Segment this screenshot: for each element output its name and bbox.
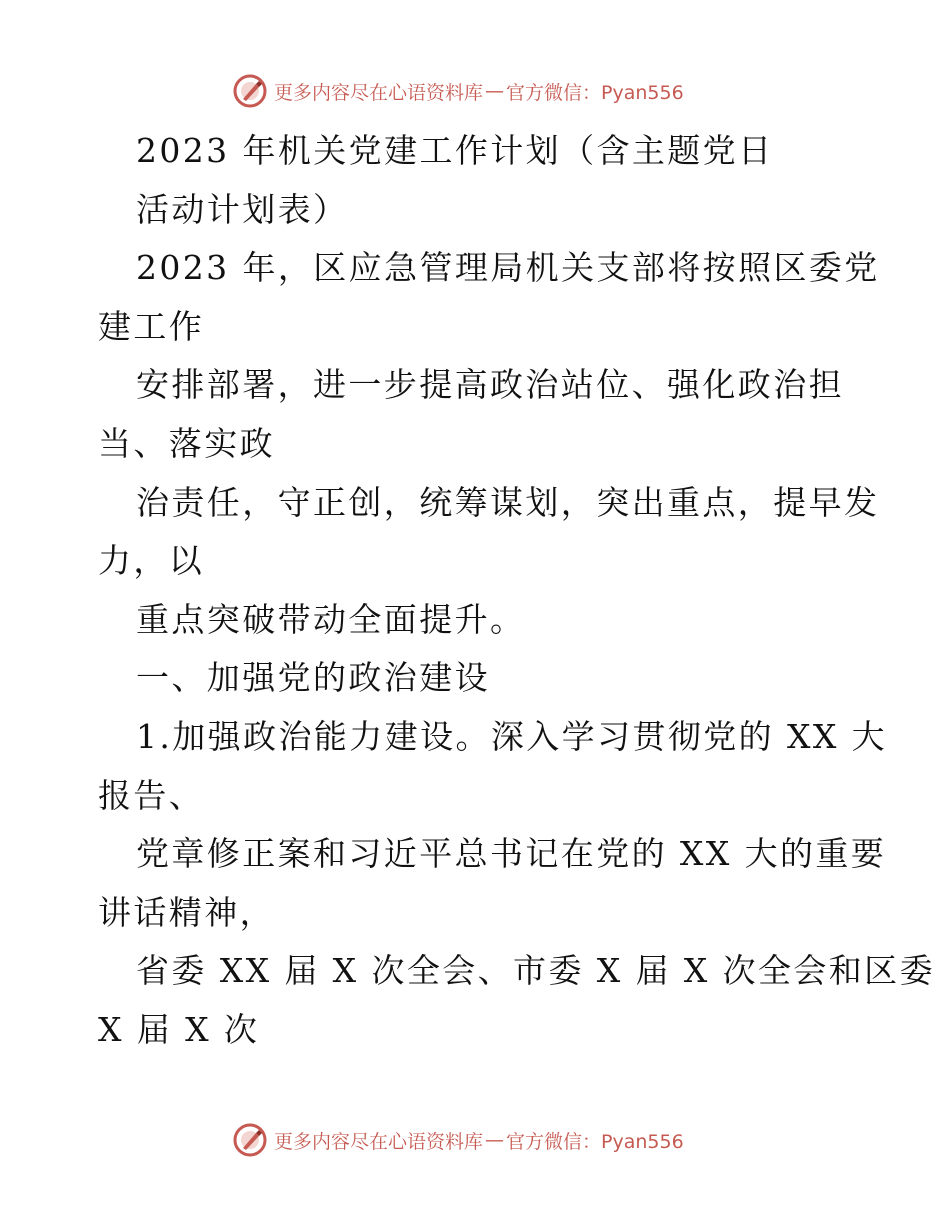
- pen-logo-icon: [232, 1122, 268, 1158]
- paragraph-line: 治责任，守正创，统筹谋划，突出重点，提早发: [136, 482, 880, 522]
- paragraph-line: 讲话精神，: [98, 892, 275, 932]
- paragraph-line: 当、落实政: [98, 423, 275, 463]
- watermark-text: 更多内容尽在心语资料库: [274, 1130, 484, 1153]
- paragraph-line: 力，以: [98, 541, 205, 581]
- paragraph-line: 2023 年，区应急管理局机关支部将按照区委党: [136, 248, 880, 288]
- watermark-wechat: 官方微信：Pyan556: [506, 1130, 684, 1153]
- paragraph-line: 安排部署，进一步提高政治站位、强化政治担: [136, 365, 844, 405]
- paragraph-line: X 届 X 次: [98, 1009, 260, 1049]
- watermark-footer: [232, 1120, 684, 1160]
- watermark-header: [232, 71, 684, 111]
- paragraph-line: 党章修正案和习近平总书记在党的 XX 大的重要: [136, 834, 887, 874]
- paragraph-line: 建工作: [98, 306, 205, 346]
- watermark-text: 更多内容尽在心语资料库: [274, 81, 484, 104]
- section-heading: 一、加强党的政治建设: [136, 658, 490, 698]
- title-line-2: 活动计划表）: [136, 189, 349, 229]
- watermark-dash: —: [485, 80, 505, 102]
- paragraph-line: 报告、: [98, 775, 205, 815]
- paragraph-line: 省委 XX 届 X 次全会、市委 X 届 X 次全会和区委: [136, 951, 935, 991]
- title-line-1: 2023 年机关党建工作计划（含主题党日: [136, 131, 774, 170]
- paragraph-line: 重点突破带动全面提升。: [136, 599, 526, 639]
- watermark-dash: —: [485, 1129, 505, 1151]
- watermark-wechat: 官方微信：Pyan556: [506, 81, 684, 104]
- paragraph-line: 1.加强政治能力建设。深入学习贯彻党的 XX 大: [136, 716, 888, 756]
- pen-logo-icon: [232, 73, 268, 109]
- document-body: [98, 122, 935, 1060]
